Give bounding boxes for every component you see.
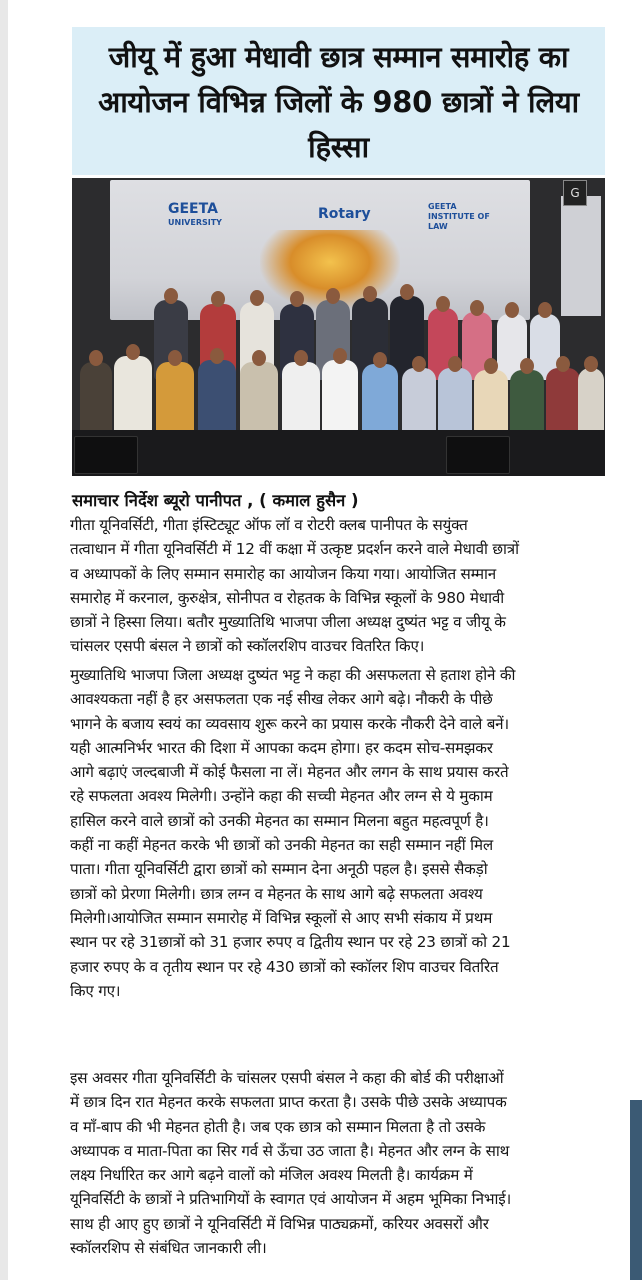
- headline-line: जीयू में हुआ मेधावी छात्र सम्मान समारोह का: [108, 40, 569, 74]
- corner-badge: G: [563, 180, 587, 206]
- person-figure: [510, 370, 544, 438]
- paragraph-line: हासिल करने वाले छात्रों को उनकी मेहनत का सम्मान मिलना बहुत महत्वपूर्ण है।: [70, 811, 489, 830]
- paragraph-line: में छात्र दिन रात मेहनत करके सफलता प्राप्त करता है। उसके पीछे उसके अध्यापक: [70, 1093, 507, 1112]
- person-head: [538, 302, 552, 318]
- person-head: [505, 302, 519, 318]
- person-figure: [362, 364, 398, 438]
- paragraph-line: भागने के बजाय स्वयं का व्यवसाय शुरू करने का प्रयास करके नौकरी देने वाले बनें।: [70, 714, 509, 733]
- person-head: [412, 356, 426, 372]
- paragraph-line: मुख्यातिथि भाजपा जिला अध्यक्ष दुष्यंत भट्ट ने कहा की असफलता से हताश होने की: [70, 666, 516, 684]
- person-figure: [198, 360, 236, 438]
- adjacent-column-fragment: [612, 200, 642, 680]
- person-head: [326, 288, 340, 304]
- paragraph-line: हजार रुपए के व तृतीय स्थान पर रहे 430 छात्रों को स्कॉलर शिप वाउचर वितरित: [70, 957, 499, 976]
- paragraph-line: साथ ही आए हुए छात्रों ने यूनिवर्सिटी में विभिन्न पाठ्यक्रमों, करियर अवसरों और: [70, 1214, 489, 1233]
- person-figure: [80, 362, 112, 438]
- byline: समाचार निर्देश ब्यूरो पानीपत , ( कमाल हुसैन ): [72, 491, 359, 510]
- person-head: [290, 291, 304, 307]
- article-paragraph: [70, 513, 603, 663]
- paragraph-line: कहीं ना कहीं मेहनत करके भी छात्रों को उनकी मेहनत का सही सम्मान नहीं मिल: [70, 836, 493, 855]
- headline-line: हिस्सा: [308, 130, 369, 164]
- person-head: [252, 350, 266, 366]
- person-head: [436, 296, 450, 312]
- geeta-university-logo: [168, 202, 222, 230]
- person-figure: [578, 368, 604, 438]
- geeta-law-logo: GEETA INSTITUTE OF LAW: [428, 202, 490, 231]
- logo-text: GEETA: [168, 201, 218, 217]
- headline-box: [72, 27, 605, 175]
- logo-subtext: UNIVERSITY: [168, 218, 222, 227]
- person-head: [556, 356, 570, 372]
- article-paragraph: [70, 663, 603, 1063]
- speaker-left: [74, 436, 138, 474]
- headline-line: आयोजन विभिन्न जिलों के 980 छात्रों ने लिया: [98, 85, 579, 119]
- paragraph-line: छात्रों ने हिस्सा लिया। बतौर मुख्यातिथि भाजपा जीला अध्यक्ष दुष्यंत भट्ट व जीयू के: [70, 613, 506, 632]
- person-head: [584, 356, 598, 372]
- article-paragraph: [70, 1066, 603, 1266]
- paragraph-line: यूनिवर्सिटी के छात्रों ने प्रतिभागियों के स्वागत एवं आयोजन में अहम भूमिका निभाई।: [70, 1190, 512, 1209]
- page-left-margin: [0, 0, 8, 1280]
- person-figure: [546, 368, 580, 438]
- speaker-right: [446, 436, 510, 474]
- side-screen: [561, 196, 601, 316]
- person-head: [294, 350, 308, 366]
- person-figure: [438, 368, 472, 438]
- paragraph-line: मिलेगी।आयोजित सम्मान समारोह में विभिन्न स्कूलों से आए सभी संकाय में प्रथम: [70, 908, 493, 927]
- paragraph-line: किए गए।: [70, 981, 121, 1000]
- person-head: [363, 286, 377, 302]
- person-head: [470, 300, 484, 316]
- paragraph-line: स्कॉलरशिप से संबंधित जानकारी ली।: [70, 1239, 267, 1258]
- person-figure: [114, 356, 152, 438]
- person-figure: [240, 362, 278, 438]
- paragraph-line: तत्वाधान में गीता यूनिवर्सिटी में 12 वीं कक्षा में उत्कृष्ट प्रदर्शन करने वाले मेधावी छात्रों: [70, 540, 519, 559]
- person-figure: [474, 370, 508, 438]
- person-head: [484, 358, 498, 374]
- paragraph-line: लक्ष्य निर्धारित कर आगे बढ़ने वालों को मंजिल अवश्य मिलती है। कार्यक्रम में: [70, 1166, 473, 1185]
- person-figure: [282, 362, 320, 438]
- paragraph-line: यही आत्मनिर्भर भारत की दिशा में आपका कदम होगा। हर कदम सोच-समझकर: [70, 738, 493, 757]
- event-photo: [72, 178, 605, 476]
- paragraph-line: स्थान पर रहे 31छात्रों को 31 हजार रुपए व द्वितीय स्थान पर रहे 23 छात्रों को 21: [70, 933, 511, 952]
- paragraph-line: व माँ-बाप की भी मेहनत होती है। जब एक छात्र को सम्मान मिलता है तो उसके: [70, 1117, 486, 1136]
- paragraph-line: छात्रों को प्रेरणा मिलेगी। छात्र लग्न व मेहनत के साथ आगे बढ़े सफलता अवश्य: [70, 884, 483, 903]
- paragraph-line: गीता यूनिवर्सिटी, गीता इंस्टिट्यूट ऑफ लॉ व रोटरी क्लब पानीपत के सयुंक्त: [70, 516, 468, 534]
- paragraph-line: पाता। गीता यूनिवर्सिटी द्वारा छात्रों को सम्मान देना अनूठी पहल है। इससे सैकड़ो: [70, 860, 488, 879]
- adjacent-photo-fragment: [630, 1100, 642, 1280]
- rotary-logo: Rotary: [318, 206, 371, 222]
- paragraph-line: इस अवसर गीता यूनिवर्सिटी के चांसलर एसपी बंसल ने कहा की बोर्ड की परीक्षाओं: [70, 1069, 504, 1087]
- paragraph-line: व अध्यापकों के लिए सम्मान समारोह का आयोजन किया गया। आयोजित सम्मान: [70, 564, 496, 583]
- person-head: [211, 291, 225, 307]
- person-head: [333, 348, 347, 364]
- person-head: [210, 348, 224, 364]
- person-head: [448, 356, 462, 372]
- person-head: [373, 352, 387, 368]
- paragraph-line: अध्यापक व माता-पिता का सिर गर्व से ऊँचा उठ जाता है। मेहनत और लग्न के साथ: [70, 1141, 510, 1160]
- headline: [78, 35, 599, 170]
- person-head: [400, 284, 414, 300]
- stage-floor: [72, 430, 605, 476]
- paragraph-line: समारोह में करनाल, कुरुक्षेत्र, सोनीपत व रोहतक के विभिन्न स्कूलों के 980 मेधावी: [70, 588, 505, 607]
- paragraph-line: चांसलर एसपी बंसल ने छात्रों को स्कॉलरशिप वाउचर वितरित किए।: [70, 637, 425, 656]
- person-head: [126, 344, 140, 360]
- paragraph-line: आगे बढ़ाएं जल्दबाजी में कोई फैसला ना लें। मेहनत और लगन के साथ प्रयास करते: [70, 763, 509, 782]
- paragraph-line: रहे सफलता अवश्य मिलेगी। उन्होंने कहा की सच्ची मेहनत और लग्न से ये मुकाम: [70, 787, 493, 806]
- person-head: [250, 290, 264, 306]
- person-head: [520, 358, 534, 374]
- paragraph-line: आवश्यकता नहीं है हर असफलता एक नई सीख लेकर आगे बढ़े। नौकरी के पीछे: [70, 690, 493, 709]
- person-head: [89, 350, 103, 366]
- person-head: [164, 288, 178, 304]
- person-head: [168, 350, 182, 366]
- person-figure: [402, 368, 436, 438]
- person-figure: [156, 362, 194, 438]
- person-figure: [322, 360, 358, 438]
